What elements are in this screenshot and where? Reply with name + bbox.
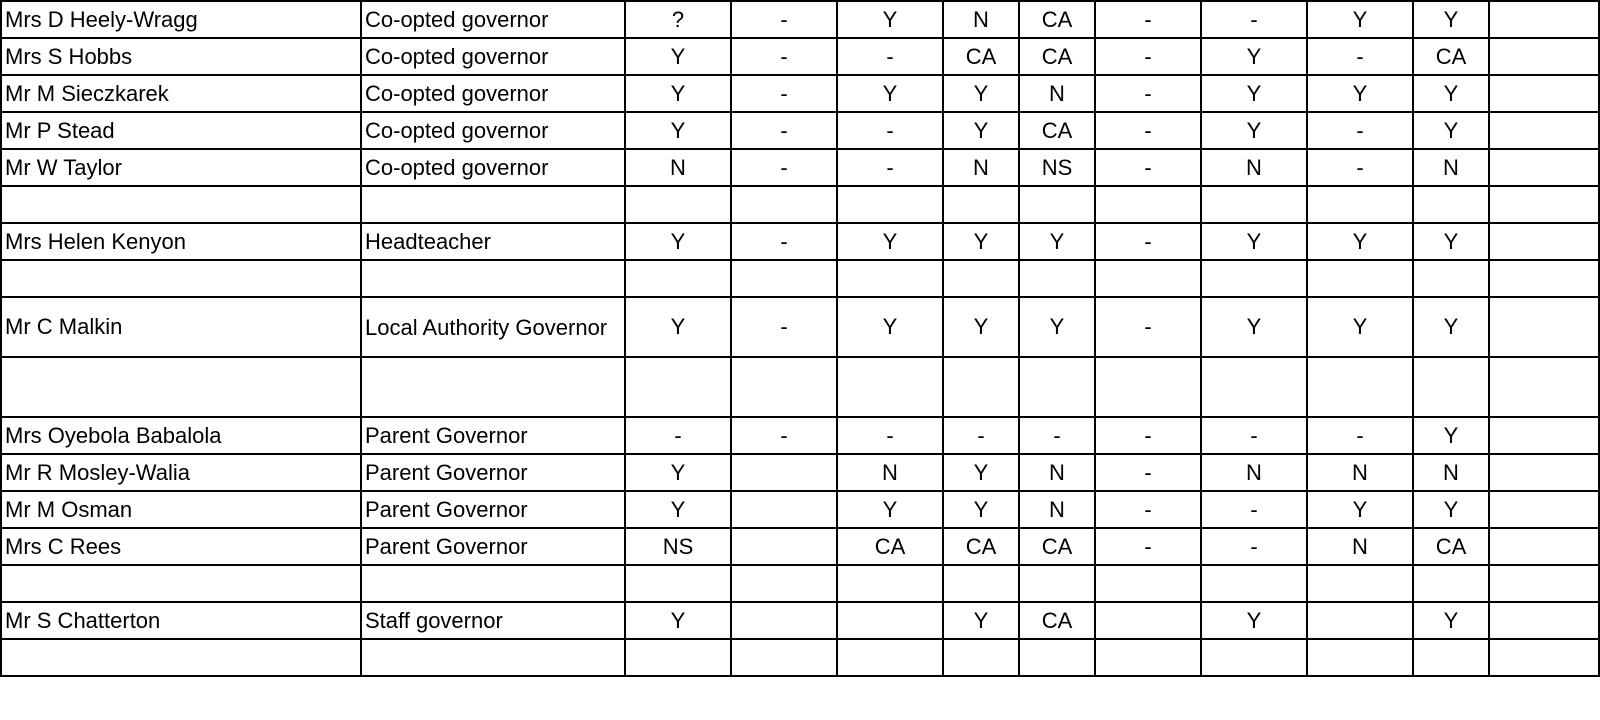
governor-name-cell: Mrs Helen Kenyon xyxy=(1,223,361,260)
governor-row xyxy=(1,75,1599,112)
attendance-mark-cell: CA xyxy=(1019,602,1095,639)
attendance-mark-cell xyxy=(731,565,837,602)
attendance-mark-cell xyxy=(1489,491,1599,528)
governor-row xyxy=(1,223,1599,260)
attendance-mark-cell: - xyxy=(1095,149,1201,186)
attendance-mark-cell: Y xyxy=(1201,297,1307,357)
attendance-mark-cell: - xyxy=(1095,75,1201,112)
attendance-mark-cell: N xyxy=(1019,454,1095,491)
attendance-mark-cell: Y xyxy=(943,454,1019,491)
attendance-mark-cell xyxy=(625,639,731,676)
attendance-mark-cell: Y xyxy=(1307,75,1413,112)
attendance-mark-cell: N xyxy=(1019,75,1095,112)
governor-name-cell xyxy=(1,186,361,223)
attendance-mark-cell: Y xyxy=(1019,223,1095,260)
attendance-mark-cell xyxy=(731,454,837,491)
governor-role-cell xyxy=(361,357,625,417)
attendance-mark-cell: Y xyxy=(837,223,943,260)
attendance-mark-cell xyxy=(943,565,1019,602)
governor-row xyxy=(1,491,1599,528)
attendance-mark-cell: Y xyxy=(625,38,731,75)
attendance-mark-cell: - xyxy=(1201,491,1307,528)
governor-role-cell: Local Authority Governor xyxy=(361,297,625,357)
attendance-mark-cell xyxy=(943,357,1019,417)
governor-name-cell: Mr R Mosley-Walia xyxy=(1,454,361,491)
governor-role-cell xyxy=(361,260,625,297)
attendance-mark-cell: Y xyxy=(1413,491,1489,528)
attendance-mark-cell xyxy=(1489,528,1599,565)
attendance-mark-cell: - xyxy=(1201,1,1307,38)
attendance-mark-cell: Y xyxy=(1201,223,1307,260)
governor-row xyxy=(1,602,1599,639)
attendance-mark-cell xyxy=(1201,260,1307,297)
governor-role-cell: Parent Governor xyxy=(361,528,625,565)
attendance-mark-cell xyxy=(1489,186,1599,223)
attendance-mark-cell xyxy=(943,260,1019,297)
attendance-rows xyxy=(1,1,1599,676)
attendance-mark-cell xyxy=(1307,565,1413,602)
attendance-mark-cell: - xyxy=(837,417,943,454)
attendance-mark-cell xyxy=(731,639,837,676)
attendance-mark-cell: - xyxy=(1095,112,1201,149)
attendance-mark-cell xyxy=(1413,565,1489,602)
attendance-mark-cell: - xyxy=(1307,417,1413,454)
attendance-mark-cell: Y xyxy=(943,491,1019,528)
attendance-mark-cell: - xyxy=(1307,38,1413,75)
attendance-mark-cell: - xyxy=(731,1,837,38)
governor-name-cell: Mrs S Hobbs xyxy=(1,38,361,75)
blank-row xyxy=(1,260,1599,297)
attendance-mark-cell: Y xyxy=(837,297,943,357)
attendance-mark-cell: - xyxy=(1307,112,1413,149)
governor-name-cell xyxy=(1,357,361,417)
attendance-mark-cell xyxy=(1489,417,1599,454)
attendance-mark-cell xyxy=(1413,260,1489,297)
governor-role-cell: Parent Governor xyxy=(361,454,625,491)
attendance-mark-cell: Y xyxy=(1413,297,1489,357)
governor-name-cell xyxy=(1,639,361,676)
attendance-mark-cell xyxy=(837,639,943,676)
attendance-mark-cell xyxy=(1201,357,1307,417)
attendance-mark-cell xyxy=(1095,186,1201,223)
attendance-mark-cell xyxy=(1489,38,1599,75)
attendance-mark-cell: - xyxy=(731,223,837,260)
attendance-mark-cell xyxy=(1489,357,1599,417)
attendance-mark-cell: Y xyxy=(1413,75,1489,112)
attendance-mark-cell xyxy=(943,639,1019,676)
attendance-mark-cell: CA xyxy=(943,38,1019,75)
attendance-mark-cell xyxy=(1413,186,1489,223)
governor-role-cell xyxy=(361,639,625,676)
attendance-mark-cell: Y xyxy=(837,1,943,38)
attendance-mark-cell xyxy=(625,357,731,417)
governor-role-cell: Co-opted governor xyxy=(361,112,625,149)
governor-name-cell: Mr C Malkin xyxy=(1,297,361,357)
governor-name-cell: Mrs C Rees xyxy=(1,528,361,565)
attendance-mark-cell xyxy=(1413,639,1489,676)
governor-role-cell: Co-opted governor xyxy=(361,1,625,38)
attendance-mark-cell: - xyxy=(731,149,837,186)
attendance-mark-cell: Y xyxy=(943,75,1019,112)
attendance-mark-cell: - xyxy=(1019,417,1095,454)
attendance-mark-cell xyxy=(1095,639,1201,676)
attendance-mark-cell: - xyxy=(837,112,943,149)
attendance-mark-cell xyxy=(1019,357,1095,417)
attendance-mark-cell: Y xyxy=(943,297,1019,357)
attendance-mark-cell: - xyxy=(1095,454,1201,491)
governor-name-cell: Mr M Osman xyxy=(1,491,361,528)
governor-row xyxy=(1,38,1599,75)
attendance-mark-cell xyxy=(1307,639,1413,676)
attendance-mark-cell: Y xyxy=(1201,38,1307,75)
attendance-mark-cell xyxy=(1489,112,1599,149)
blank-row xyxy=(1,639,1599,676)
attendance-mark-cell: N xyxy=(837,454,943,491)
governor-role-cell xyxy=(361,565,625,602)
attendance-mark-cell: - xyxy=(731,112,837,149)
attendance-mark-cell: Y xyxy=(943,223,1019,260)
governor-role-cell: Co-opted governor xyxy=(361,149,625,186)
governor-role-cell: Parent Governor xyxy=(361,491,625,528)
attendance-mark-cell: - xyxy=(625,417,731,454)
attendance-mark-cell: - xyxy=(1095,491,1201,528)
governor-name-cell: Mr W Taylor xyxy=(1,149,361,186)
attendance-mark-cell: - xyxy=(1095,223,1201,260)
governor-name-cell: Mr M Sieczkarek xyxy=(1,75,361,112)
blank-row xyxy=(1,357,1599,417)
attendance-mark-cell xyxy=(837,357,943,417)
governor-row xyxy=(1,149,1599,186)
attendance-mark-cell: Y xyxy=(1307,491,1413,528)
governor-role-cell: Staff governor xyxy=(361,602,625,639)
attendance-mark-cell: - xyxy=(837,149,943,186)
attendance-mark-cell xyxy=(731,491,837,528)
attendance-mark-cell xyxy=(1489,149,1599,186)
governor-name-cell: Mr P Stead xyxy=(1,112,361,149)
attendance-mark-cell xyxy=(1307,260,1413,297)
attendance-mark-cell xyxy=(625,260,731,297)
attendance-mark-cell: - xyxy=(731,75,837,112)
governor-row xyxy=(1,112,1599,149)
attendance-mark-cell xyxy=(1489,75,1599,112)
attendance-mark-cell: Y xyxy=(625,491,731,528)
attendance-mark-cell xyxy=(1201,186,1307,223)
attendance-mark-cell xyxy=(1019,186,1095,223)
attendance-mark-cell: - xyxy=(1095,1,1201,38)
blank-row xyxy=(1,565,1599,602)
attendance-mark-cell: Y xyxy=(625,297,731,357)
attendance-mark-cell: Y xyxy=(1413,223,1489,260)
governor-name-cell xyxy=(1,565,361,602)
attendance-mark-cell: Y xyxy=(837,75,943,112)
attendance-mark-cell xyxy=(731,602,837,639)
blank-row xyxy=(1,186,1599,223)
attendance-mark-cell: - xyxy=(943,417,1019,454)
governor-name-cell: Mr S Chatterton xyxy=(1,602,361,639)
attendance-mark-cell xyxy=(1095,602,1201,639)
governor-name-cell xyxy=(1,260,361,297)
attendance-mark-cell: - xyxy=(1095,528,1201,565)
attendance-mark-cell: Y xyxy=(625,454,731,491)
attendance-mark-cell xyxy=(1095,565,1201,602)
attendance-mark-cell xyxy=(837,260,943,297)
governor-row xyxy=(1,528,1599,565)
attendance-mark-cell xyxy=(625,565,731,602)
attendance-mark-cell: Y xyxy=(837,491,943,528)
attendance-mark-cell: - xyxy=(731,417,837,454)
attendance-mark-cell xyxy=(1489,639,1599,676)
attendance-mark-cell: ? xyxy=(625,1,731,38)
attendance-mark-cell: N xyxy=(1413,149,1489,186)
attendance-mark-cell xyxy=(1489,260,1599,297)
attendance-mark-cell xyxy=(837,186,943,223)
governor-name-cell: Mrs D Heely-Wragg xyxy=(1,1,361,38)
attendance-mark-cell: N xyxy=(943,149,1019,186)
attendance-mark-cell: Y xyxy=(1201,602,1307,639)
governor-row xyxy=(1,1,1599,38)
attendance-mark-cell: - xyxy=(1201,417,1307,454)
attendance-mark-cell: N xyxy=(625,149,731,186)
attendance-mark-cell xyxy=(943,186,1019,223)
attendance-mark-cell: - xyxy=(1095,417,1201,454)
governor-role-cell xyxy=(361,186,625,223)
attendance-mark-cell xyxy=(1489,602,1599,639)
attendance-mark-cell: Y xyxy=(625,112,731,149)
attendance-mark-cell xyxy=(1489,565,1599,602)
attendance-mark-cell: CA xyxy=(1019,38,1095,75)
governor-role-cell: Headteacher xyxy=(361,223,625,260)
attendance-mark-cell: N xyxy=(1307,454,1413,491)
attendance-mark-cell xyxy=(625,186,731,223)
attendance-mark-cell xyxy=(1095,357,1201,417)
attendance-mark-cell: N xyxy=(943,1,1019,38)
attendance-mark-cell xyxy=(731,260,837,297)
attendance-mark-cell xyxy=(837,565,943,602)
attendance-mark-cell: NS xyxy=(1019,149,1095,186)
attendance-mark-cell: Y xyxy=(943,112,1019,149)
attendance-mark-cell: Y xyxy=(1307,297,1413,357)
attendance-mark-cell xyxy=(1489,297,1599,357)
attendance-mark-cell: Y xyxy=(1201,112,1307,149)
attendance-mark-cell xyxy=(1489,223,1599,260)
attendance-mark-cell xyxy=(731,357,837,417)
attendance-mark-cell: - xyxy=(731,297,837,357)
attendance-mark-cell: N xyxy=(1201,149,1307,186)
attendance-mark-cell xyxy=(1413,357,1489,417)
attendance-mark-cell: CA xyxy=(1413,38,1489,75)
attendance-mark-cell: Y xyxy=(625,75,731,112)
attendance-mark-cell: Y xyxy=(1413,602,1489,639)
attendance-mark-cell: - xyxy=(1201,528,1307,565)
governor-name-cell: Mrs Oyebola Babalola xyxy=(1,417,361,454)
attendance-mark-cell: Y xyxy=(1307,1,1413,38)
attendance-mark-cell: Y xyxy=(943,602,1019,639)
attendance-mark-cell xyxy=(1201,565,1307,602)
governor-role-cell: Co-opted governor xyxy=(361,38,625,75)
attendance-mark-cell: CA xyxy=(1019,112,1095,149)
attendance-mark-cell: Y xyxy=(625,602,731,639)
attendance-mark-cell xyxy=(731,528,837,565)
attendance-mark-cell: - xyxy=(731,38,837,75)
attendance-mark-cell: Y xyxy=(1019,297,1095,357)
attendance-mark-cell: N xyxy=(1413,454,1489,491)
attendance-mark-cell: N xyxy=(1019,491,1095,528)
attendance-mark-cell xyxy=(1489,454,1599,491)
attendance-mark-cell: Y xyxy=(1413,112,1489,149)
attendance-mark-cell: CA xyxy=(943,528,1019,565)
attendance-mark-cell: - xyxy=(837,38,943,75)
attendance-mark-cell: CA xyxy=(1413,528,1489,565)
attendance-mark-cell: N xyxy=(1201,454,1307,491)
attendance-mark-cell xyxy=(1201,639,1307,676)
attendance-mark-cell: - xyxy=(1095,38,1201,75)
attendance-mark-cell xyxy=(1307,186,1413,223)
attendance-mark-cell xyxy=(1307,357,1413,417)
attendance-mark-cell xyxy=(1019,260,1095,297)
attendance-mark-cell: CA xyxy=(837,528,943,565)
attendance-mark-cell: - xyxy=(1307,149,1413,186)
attendance-mark-cell xyxy=(1019,639,1095,676)
governor-row xyxy=(1,417,1599,454)
attendance-mark-cell: NS xyxy=(625,528,731,565)
governor-row xyxy=(1,454,1599,491)
attendance-mark-cell: CA xyxy=(1019,528,1095,565)
attendance-mark-cell xyxy=(837,602,943,639)
governor-role-cell: Co-opted governor xyxy=(361,75,625,112)
attendance-mark-cell xyxy=(1019,565,1095,602)
attendance-mark-cell: Y xyxy=(625,223,731,260)
attendance-mark-cell: Y xyxy=(1307,223,1413,260)
governor-role-cell: Parent Governor xyxy=(361,417,625,454)
attendance-mark-cell: CA xyxy=(1019,1,1095,38)
governor-row xyxy=(1,297,1599,357)
attendance-mark-cell xyxy=(1095,260,1201,297)
attendance-mark-cell: N xyxy=(1307,528,1413,565)
attendance-mark-cell xyxy=(1307,602,1413,639)
attendance-mark-cell: Y xyxy=(1201,75,1307,112)
attendance-mark-cell xyxy=(1489,1,1599,38)
attendance-mark-cell: Y xyxy=(1413,417,1489,454)
attendance-mark-cell: Y xyxy=(1413,1,1489,38)
attendance-mark-cell: - xyxy=(1095,297,1201,357)
attendance-mark-cell xyxy=(731,186,837,223)
